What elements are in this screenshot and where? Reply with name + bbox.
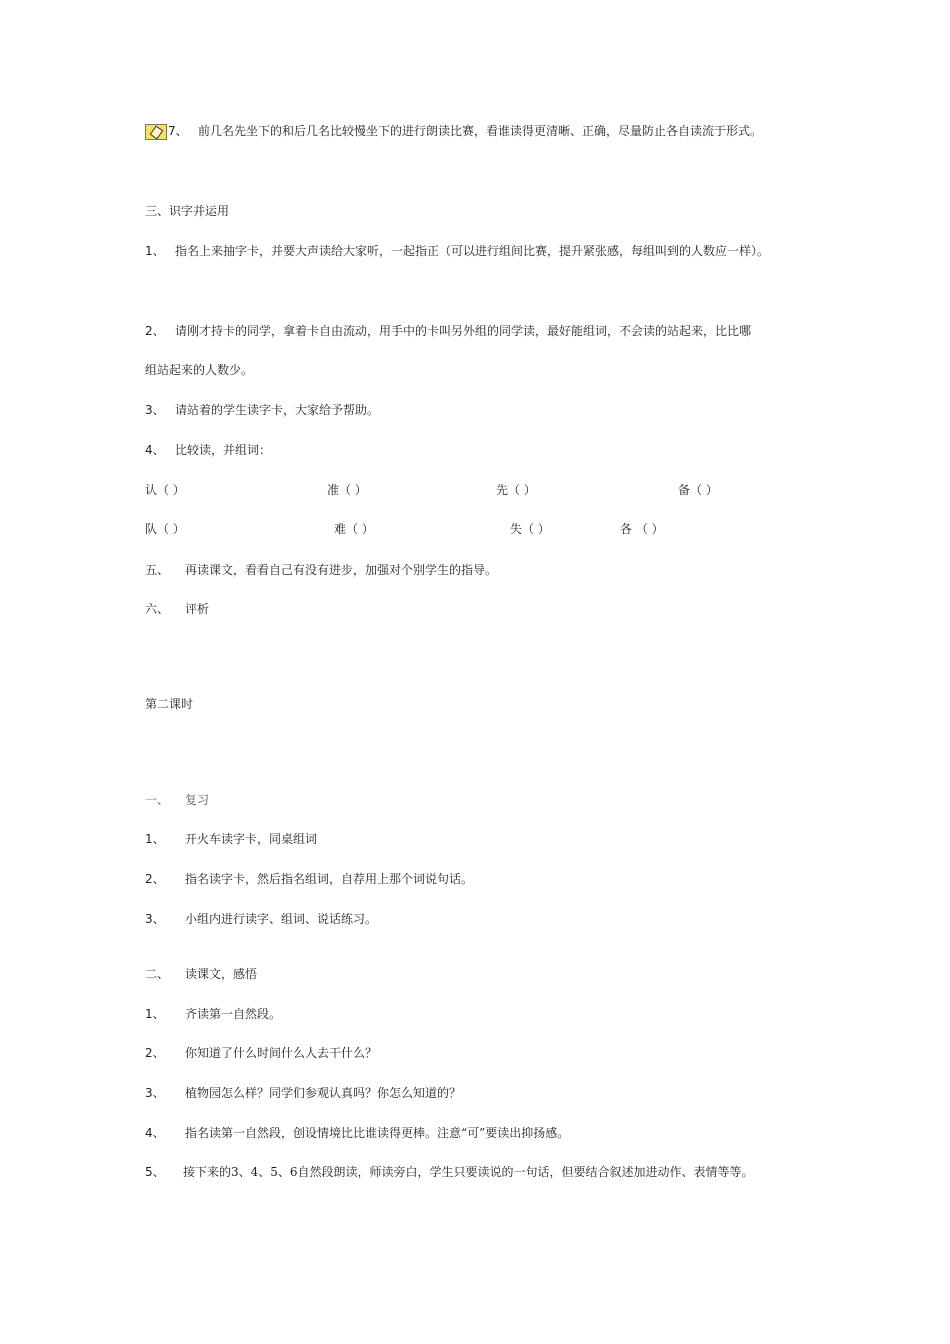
item-text: 再读课文，看看自己有没有进步，加强对个别学生的指导。: [185, 563, 498, 577]
item-number: 2、: [145, 1046, 165, 1060]
item-text: 开火车读字卡，同桌组词: [185, 832, 318, 846]
word-cell: 认（ ）: [145, 483, 185, 497]
item-number: 3、: [145, 1086, 165, 1100]
word-cell: 准（ ）: [327, 483, 367, 497]
item-number: 3、: [145, 912, 165, 926]
list-item-continuation: 组站起来的人数少。: [145, 363, 254, 377]
word-cell: 先（ ）: [496, 483, 536, 497]
item-number: 7、: [168, 124, 188, 138]
item-text: 比较读，并组词：: [175, 443, 272, 457]
item-number: 5、: [145, 1165, 165, 1179]
word-cell: 失（ ）: [510, 522, 550, 536]
item-text: 接下来的3、4、5、6自然段朗读，师读旁白，学生只要读说的一句话，但要结合叙述加进动作、表情等等。: [183, 1165, 754, 1179]
word-cell: 难（ ）: [334, 522, 374, 536]
list-item: [145, 831, 317, 847]
section-heading: [145, 562, 497, 578]
section-heading: [145, 601, 209, 617]
word-cell: 各 （ ）: [620, 522, 664, 536]
item-number: 2、: [145, 872, 165, 886]
list-item: [145, 442, 271, 458]
item-number: 4、: [145, 443, 165, 457]
word-cell: 队（ ）: [145, 522, 185, 536]
item-number: 1、: [145, 1007, 165, 1021]
section-heading: 三、识字并运用: [145, 204, 230, 218]
list-item: [145, 871, 473, 887]
item-text: 请站着的学生读字卡，大家给予帮助。: [175, 403, 380, 417]
item-text: 前几名先坐下的和后几名比较慢坐下的进行朗读比赛，看谁读得更清晰、正确，尽量防止各自读流于形式。: [198, 124, 763, 138]
item-text: 你知道了什么时间什么人去干什么？: [185, 1046, 378, 1060]
list-item: [145, 323, 751, 339]
item-text: 复习: [185, 793, 210, 807]
item-text: 齐读第一自然段。: [185, 1007, 282, 1021]
edit-marker-icon: [145, 124, 167, 140]
item-number: 二、: [145, 967, 170, 981]
list-item: [145, 1085, 461, 1101]
list-item: [145, 1006, 281, 1022]
item-text: 指名上来抽字卡，并要大声读给大家听，一起指正（可以进行组间比赛，提升紧张感，每组叫到的人数应一样）。: [175, 244, 770, 258]
item-number: 五、: [145, 563, 170, 577]
item-7: [145, 123, 762, 140]
item-number: 2、: [145, 324, 165, 338]
section-heading: [145, 966, 257, 982]
list-item: [145, 911, 377, 927]
section-heading: [145, 792, 209, 808]
item-number: 1、: [145, 244, 165, 258]
list-item: [145, 402, 379, 418]
item-text: 指名读字卡，然后指名组词，自荐用上那个词说句话。: [185, 872, 474, 886]
item-number: 3、: [145, 403, 165, 417]
item-text: 读课文，感悟: [185, 967, 258, 981]
item-text: 植物园怎么样？同学们参观认真吗？你怎么知道的？: [185, 1086, 462, 1100]
item-number: 一、: [145, 793, 170, 807]
item-number: 六、: [145, 602, 170, 616]
item-text: 评析: [185, 602, 210, 616]
item-number: 4、: [145, 1126, 165, 1140]
list-item: [145, 1125, 569, 1141]
item-text: 请刚才持卡的同学，拿着卡自由流动，用手中的卡叫另外组的同学读，最好能组词，不会读的站起来，比比哪: [175, 324, 752, 338]
lesson-title: 第二课时: [145, 697, 194, 711]
item-number: 1、: [145, 832, 165, 846]
item-text: 指名读第一自然段，创设情境比比谁读得更棒。注意“可”要读出抑扬感。: [185, 1126, 570, 1140]
list-item: [145, 243, 769, 259]
list-item: [145, 1045, 377, 1061]
word-cell: 备（ ）: [678, 483, 718, 497]
item-text: 小组内进行读字、组词、说话练习。: [185, 912, 378, 926]
list-item: [145, 1164, 754, 1180]
